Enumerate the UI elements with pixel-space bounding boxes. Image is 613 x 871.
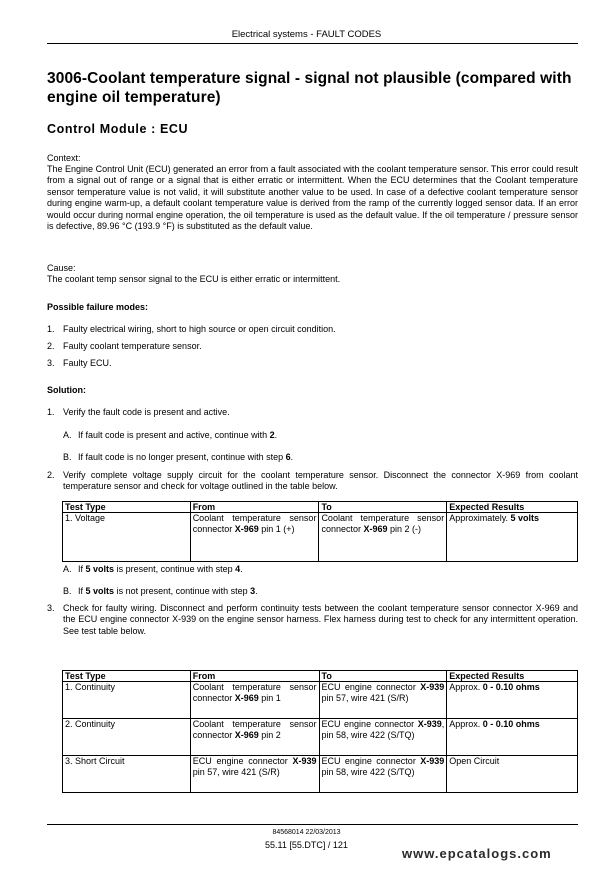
item-text: Faulty coolant temperature sensor. <box>63 341 202 351</box>
solution-step-3 <box>47 603 578 637</box>
sub-post: . <box>290 452 294 462</box>
table-row <box>63 756 578 793</box>
cell-from: Coolant temperature sensor connector X-969 pin 1 <box>190 682 319 719</box>
control-module-heading: Control Module : ECU <box>47 122 189 136</box>
cell-to: ECU engine connector X-939 pin 58, wire 422 (S/TQ) <box>319 756 447 793</box>
sub-bold: 4 <box>235 564 241 574</box>
sub-post: . <box>274 430 278 440</box>
item-text: Faulty ECU. <box>63 358 112 368</box>
item-number: 1. <box>47 324 55 334</box>
step-1a <box>63 430 277 440</box>
solution-step-1 <box>47 407 230 418</box>
col-header: To <box>319 502 447 513</box>
failure-mode-item <box>47 324 336 335</box>
cell-to: ECU engine connector X-939 pin 57, wire 421 (S/R) <box>319 682 447 719</box>
cell-test-type: 1. Continuity <box>63 682 191 719</box>
cause-label: Cause: <box>47 263 76 273</box>
page-title: 3006-Coolant temperature signal - signal not plausible (compared with engine oil temperature) <box>47 70 572 106</box>
sub-letter: B. <box>63 452 72 462</box>
sub-bold: 5 volts <box>85 586 115 596</box>
col-header: From <box>190 502 319 513</box>
cell-from: ECU engine connector X-939 pin 57, wire 421 (S/R) <box>190 756 319 793</box>
col-header: Test Type <box>63 502 191 513</box>
sub-bold: 3 <box>250 586 256 596</box>
failure-mode-item <box>47 341 202 352</box>
failure-mode-item <box>47 358 112 369</box>
cell-test-type: 1. Voltage <box>63 513 191 562</box>
sub-text: If fault code is present and active, continue with <box>78 430 270 440</box>
sub-letter: B. <box>63 586 72 596</box>
context-text: The Engine Control Unit (ECU) generated an error from a fault associated with the coolant temperature sensor. This error could result from a signal out of range or a signal that is either erratic or intermittent. When the ECU determines that the Coolant temperature sensor temperature value is not valid, it will substitute another value to be used. In case of a defective coolant temperature sensor during engine warm-up, a default coolant temperature value is derived from the ramp of the currently logged sensor data. If an error would occur during normal engine operation, the oil temperature is used as the default value. If the oil temperature / pressure sensor is defective, 89.96 °C (193.9 °F) is substituted as the default value. <box>47 164 578 232</box>
item-text: Faulty electrical wiring, short to high source or open circuit condition. <box>63 324 336 334</box>
step-text: Verify complete voltage supply circuit for the coolant temperature sensor. Disconnect the connector X-969 from coolant temperature sensor and check for voltage outlined in the table below. <box>63 470 578 492</box>
step-number: 2. <box>47 470 55 480</box>
sub-text: If fault code is no longer present, continue with step <box>78 452 286 462</box>
footer-page-number: 55.11 [55.DTC] / 121 <box>265 840 348 850</box>
cell-test-type: 3. Short Circuit <box>63 756 191 793</box>
header-rule <box>47 43 578 44</box>
solution-step-2 <box>47 470 578 493</box>
cell-test-type: 2. Continuity <box>63 719 191 756</box>
col-header: To <box>319 671 447 682</box>
cell-result: Approx. 0 - 0.10 ohms <box>447 682 578 719</box>
cell-result: Approximately. 5 volts <box>447 513 578 562</box>
sub-letter: A. <box>63 564 72 574</box>
cause-text: The coolant temp sensor signal to the ECU is either erratic or intermittent. <box>47 274 341 284</box>
cell-to: ECU engine connector X-939, pin 58, wire 422 (S/TQ) <box>319 719 447 756</box>
item-number: 3. <box>47 358 55 368</box>
col-header: From <box>190 671 319 682</box>
step-2b <box>63 586 258 596</box>
cell-result: Open Circuit <box>447 756 578 793</box>
step-text: Verify the fault code is present and active. <box>63 407 230 417</box>
watermark: www.epcatalogs.com <box>402 846 552 861</box>
step-number: 3. <box>47 603 55 613</box>
footer-rule <box>47 824 578 825</box>
table-header-row <box>63 671 578 682</box>
cell-to: Coolant temperature sensor connector X-969 pin 2 (-) <box>319 513 447 562</box>
table-row <box>63 719 578 756</box>
table-row <box>63 513 578 562</box>
sub-letter: A. <box>63 430 72 440</box>
col-header: Expected Results <box>447 502 578 513</box>
sub-text: If <box>78 564 86 574</box>
step-number: 1. <box>47 407 55 417</box>
voltage-test-table <box>62 501 578 562</box>
failure-modes-label: Possible failure modes: <box>47 302 149 312</box>
sub-text: If <box>78 586 86 596</box>
sub-post: . <box>255 586 258 596</box>
sub-post: . <box>240 564 243 574</box>
sub-bold: 5 volts <box>85 564 115 574</box>
col-header: Test Type <box>63 671 191 682</box>
table-row <box>63 682 578 719</box>
col-header: Expected Results <box>447 671 578 682</box>
sub-bold: 2 <box>269 430 275 440</box>
sub-mid: is present, continue with step <box>114 564 236 574</box>
sub-mid: is not present, continue with step <box>114 586 251 596</box>
cell-result: Approx. 0 - 0.10 ohms <box>447 719 578 756</box>
step-text: Check for faulty wiring. Disconnect and perform continuity tests between the coolant temperature sensor connector X-969 and the ECU engine connector X-939 on the engine sensor harness. Flex harness during test to check for any intermittent operation. See test table below. <box>63 603 578 636</box>
sub-bold: 6 <box>285 452 291 462</box>
item-number: 2. <box>47 341 55 351</box>
table-header-row <box>63 502 578 513</box>
step-1b <box>63 452 293 462</box>
cell-from: Coolant temperature sensor connector X-969 pin 1 (+) <box>190 513 319 562</box>
solution-label: Solution: <box>47 385 86 395</box>
footer-doc-ref: 84568014 22/03/2013 <box>272 829 341 836</box>
cell-from: Coolant temperature sensor connector X-969 pin 2 <box>190 719 319 756</box>
step-2a <box>63 564 243 574</box>
continuity-test-table <box>62 670 578 793</box>
page-header: Electrical systems - FAULT CODES <box>231 29 382 40</box>
context-label: Context: <box>47 153 81 163</box>
